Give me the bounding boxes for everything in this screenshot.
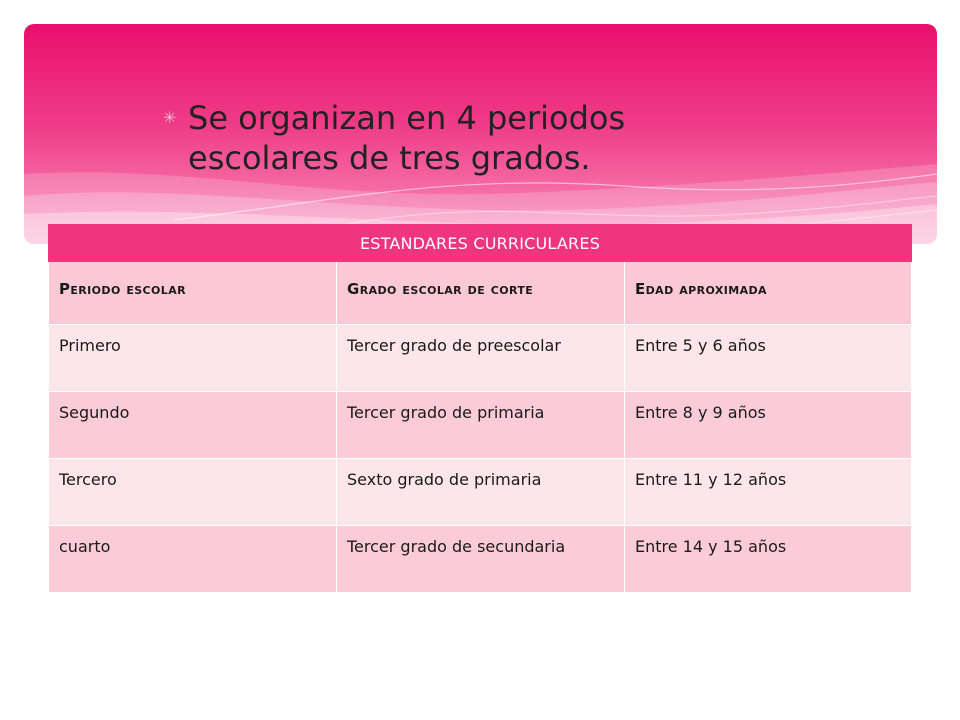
star-bullet-icon: ✳ (163, 108, 177, 127)
title-item (163, 98, 863, 178)
cell-grado: Tercer grado de preescolar (337, 325, 625, 392)
header-grado: Grado escolar de corte (337, 262, 625, 325)
cell-periodo: Primero (49, 325, 337, 392)
table-caption-row (49, 225, 912, 262)
cell-periodo: Segundo (49, 392, 337, 459)
table-row (49, 459, 912, 526)
table-row (49, 526, 912, 593)
cell-edad: Entre 14 y 15 años (625, 526, 912, 593)
cell-grado: Tercer grado de secundaria (337, 526, 625, 593)
table-caption: ESTANDARES CURRICULARES (49, 225, 912, 262)
header-edad: Edad aproximada (625, 262, 912, 325)
cell-grado: Tercer grado de primaria (337, 392, 625, 459)
header-periodo: Periodo escolar (49, 262, 337, 325)
cell-edad: Entre 5 y 6 años (625, 325, 912, 392)
cell-edad: Entre 8 y 9 años (625, 392, 912, 459)
cell-grado: Sexto grado de primaria (337, 459, 625, 526)
table-row (49, 392, 912, 459)
table-row (49, 325, 912, 392)
cell-periodo: cuarto (49, 526, 337, 593)
page-title: Se organizan en 4 periodos escolares de tres grados. (188, 99, 626, 177)
title-list (163, 98, 863, 178)
standards-table (48, 224, 912, 593)
cell-edad: Entre 11 y 12 años (625, 459, 912, 526)
cell-periodo: Tercero (49, 459, 337, 526)
table-header-row (49, 262, 912, 325)
